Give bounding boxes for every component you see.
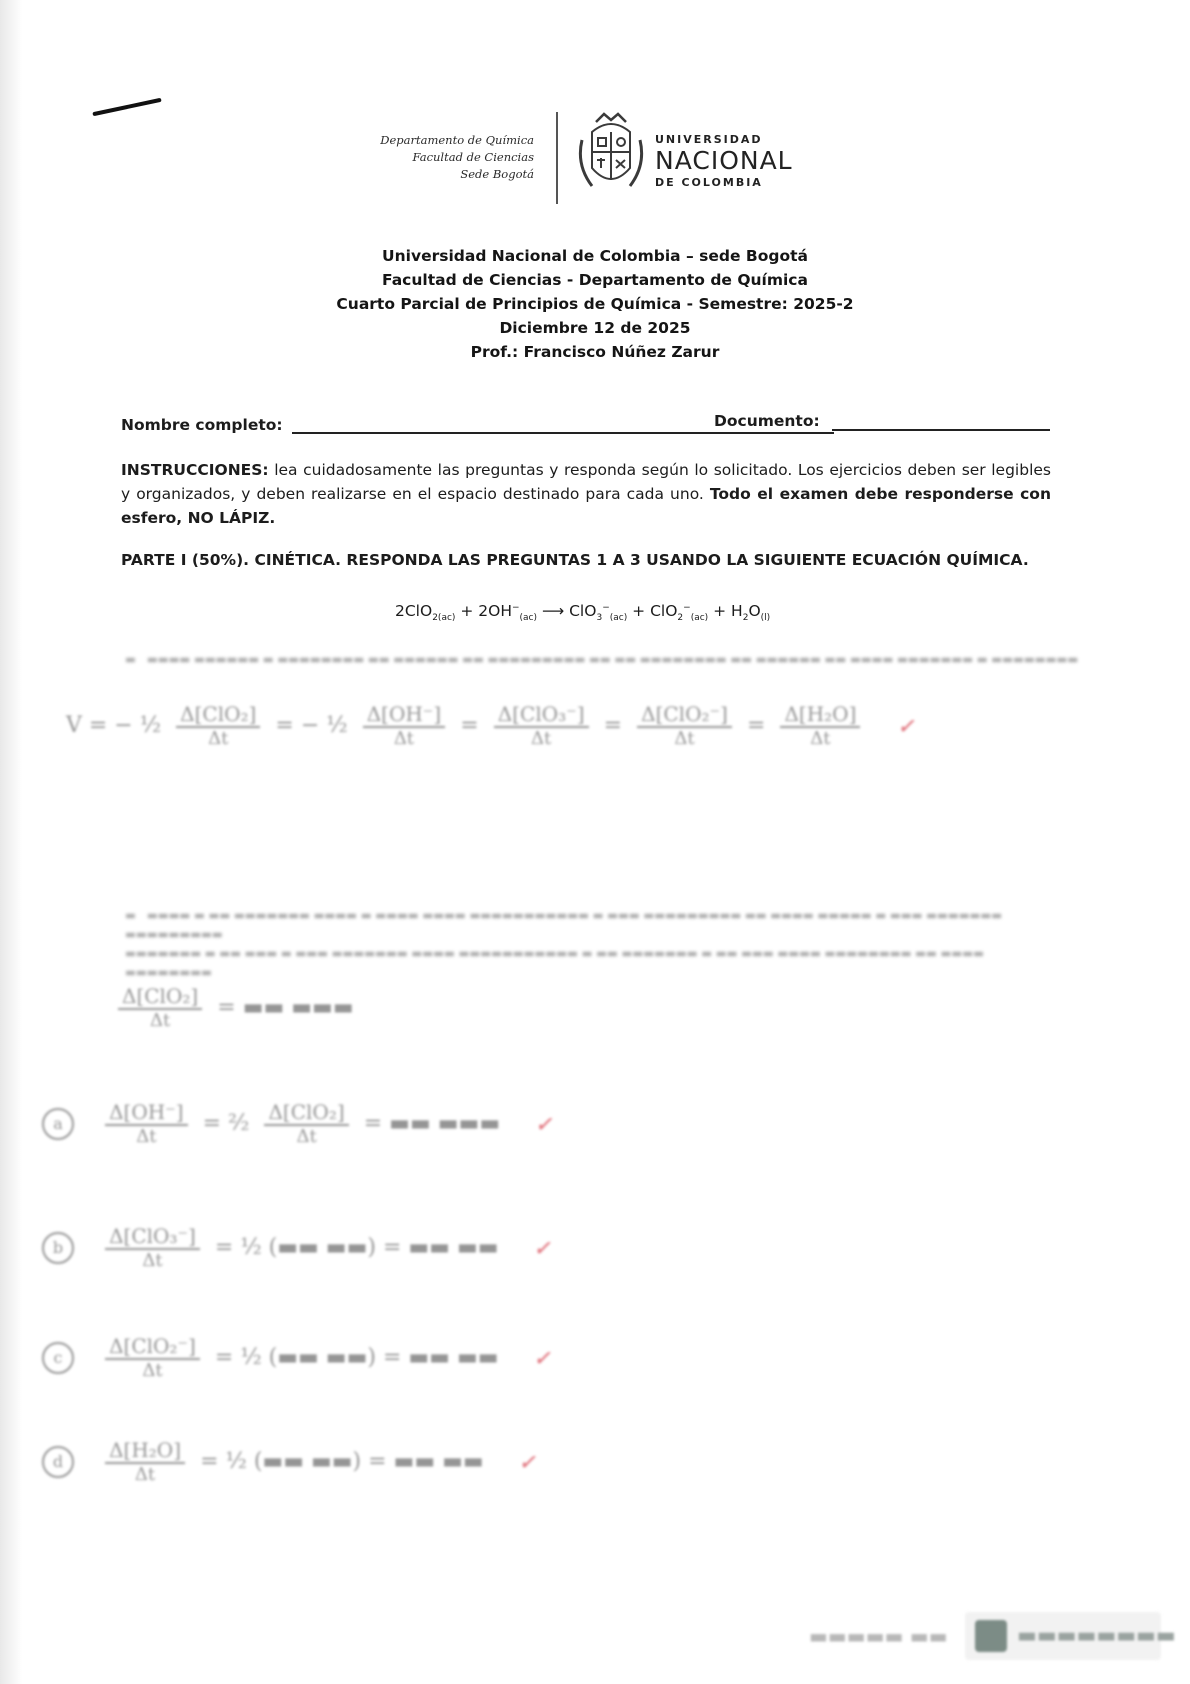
scanner-logo <box>965 1612 1176 1660</box>
scanner-watermark <box>805 1612 1176 1664</box>
eq-reactant-1: 2ClO <box>395 602 433 620</box>
handwritten-line-d: d $\frac{\text{Δ[H₂O]}}{\Delta t}$ = ½ (▬▬ ▬▬) = ▬▬ ▬▬ ✓ <box>42 1438 536 1485</box>
header-divider <box>556 112 558 204</box>
document-label: Documento: <box>714 412 820 430</box>
instructions <box>121 458 1051 530</box>
title-line-4: Diciembre 12 de 2025 <box>499 319 691 337</box>
document-field[interactable] <box>832 429 1050 431</box>
university-crest-icon <box>578 110 644 202</box>
eq-product-2-sub: 2 <box>677 613 684 624</box>
eq-product-3-sub: 2 <box>742 613 749 624</box>
chemical-equation <box>395 602 815 623</box>
name-label: Nombre completo: <box>121 416 283 434</box>
watermark-text-blurred: ▬▬▬▬▬ ▬▬ <box>809 1624 948 1648</box>
eq-product-1-charge: − <box>602 602 610 613</box>
grader-check-icon: ✓ <box>533 1345 551 1370</box>
grader-check-icon: ✓ <box>897 713 915 738</box>
handwritten-line-c: c $\frac{\text{Δ[ClO₂⁻]}}{\Delta t}$ = ½ (▬▬ ▬▬) = ▬▬ ▬▬ ✓ <box>42 1334 550 1381</box>
eq-reactant-2-state: (ac) <box>519 613 538 624</box>
eq-product-1: ClO <box>569 602 597 620</box>
eq-reactant-2-charge: − <box>511 602 520 613</box>
grader-check-icon: ✓ <box>533 1235 551 1260</box>
grader-check-icon: ✓ <box>535 1111 552 1136</box>
name-field[interactable] <box>292 432 834 434</box>
title-line-5: Prof.: Francisco Núñez Zarur <box>470 343 720 361</box>
instructions-label: INSTRUCCIONES: <box>121 461 269 479</box>
question-1-illegible: ▬ ▬▬▬▬ ▬▬▬▬▬▬ ▬ ▬▬▬▬▬▬▬▬ ▬▬ ▬▬▬▬▬▬ ▬▬ ▬▬▬▬▬▬▬▬▬ ▬▬ ▬▬ ▬▬▬▬▬▬▬▬ ▬▬ ▬▬▬▬▬▬ ▬▬ ▬▬▬▬ ▬▬▬▬▬▬▬ ▬ ▬▬▬▬▬▬▬▬ <box>125 652 1079 666</box>
eq-plus-2: + <box>627 602 651 620</box>
eq-product-1-state: (ac) <box>609 613 628 624</box>
title-line-2: Facultad de Ciencias - Departamento de Química <box>382 271 808 289</box>
univ-main: NACIONAL <box>655 146 793 175</box>
grader-check-icon: ✓ <box>518 1449 536 1474</box>
dept-line-1: Departamento de Química <box>380 133 534 147</box>
eq-product-3-o: O <box>748 602 761 620</box>
instructions-bold-tail: Todo el examen debe responderse con esfero, NO LÁPIZ. <box>121 485 1051 527</box>
eq-plus-1: + <box>455 602 479 620</box>
eq-product-3-h: H <box>731 602 743 620</box>
eq-reactant-2: 2OH <box>478 602 512 620</box>
instructions-text: lea cuidadosamente las preguntas y responda según lo solicitado. Los ejercicios deben ser legibles y organizados, y deben realizarse en el espacio destinado para cada uno. <box>121 461 1051 503</box>
scan-edge-shadow <box>0 0 22 1684</box>
dept-line-2: Facultad de Ciencias <box>412 150 534 164</box>
exam-title-block <box>300 244 890 364</box>
scanner-logo-icon <box>975 1620 1007 1652</box>
eq-product-1-sub: 3 <box>596 613 603 624</box>
eq-product-3-state: (l) <box>760 613 771 624</box>
question-2-illegible: ▬ ▬▬▬▬ ▬ ▬▬ ▬▬▬▬▬▬▬ ▬▬▬▬ ▬ ▬▬▬▬ ▬▬▬▬ ▬▬▬▬▬▬▬▬▬▬▬ ▬ ▬▬▬ ▬▬▬▬▬▬▬▬▬ ▬▬ ▬▬▬▬ ▬▬▬▬▬ ▬ ▬▬▬ ▬▬▬▬▬▬▬ ▬▬▬▬▬▬▬▬▬ ▬▬▬▬▬▬▬ ▬ ▬▬ ▬▬▬ ▬ ▬▬▬ ▬▬▬▬▬▬▬ ▬▬▬▬ ▬▬▬▬▬▬▬▬▬▬▬ ▬ ▬▬ ▬▬▬▬▬▬▬ ▬ ▬▬ ▬▬▬ ▬▬▬▬ ▬▬▬▬▬▬▬▬ ▬▬ ▬▬▬▬ ▬▬▬▬▬▬▬▬ <box>125 908 1003 979</box>
eq-product-2-charge: − <box>683 602 691 613</box>
handwritten-line-a: a $\frac{\Delta[OH^-]}{\Delta t}$ = ²⁄₂ $\frac{\text{Δ[ClO₂]}}{\Delta t}$ = ▬▬ ▬▬▬ ✓ <box>42 1100 552 1147</box>
department-block <box>360 132 534 183</box>
dept-line-3: Sede Bogotá <box>460 167 534 181</box>
scanner-logo-text-blurred: ▬▬▬▬▬▬▬▬ <box>1017 1623 1176 1647</box>
handwritten-answer-1: V = − ½ $\frac{\text{Δ[ClO₂]}}{\Delta t}$ = − ½ $\frac{\Delta[OH^-]}{\Delta t}$ = $\frac{\text{Δ[ClO₃⁻]}}{\Delta t}$ = $\frac{\text{Δ[ClO₂⁻]}}{\Delta t}$ = $\frac{\text{Δ[H₂O]}}{\Delta t}$ ✓ <box>66 702 915 749</box>
handwritten-line-b: b $\frac{\text{Δ[ClO₃⁻]}}{\Delta t}$ = ½ (▬▬ ▬▬) = ▬▬ ▬▬ ✓ <box>42 1224 550 1271</box>
university-name-block <box>655 133 793 189</box>
student-info-row <box>121 412 1051 438</box>
eq-product-2: ClO <box>650 602 678 620</box>
handwritten-line-given: $\frac{\text{Δ[ClO₂]}}{\Delta t}$ = ▬▬ ▬▬▬ <box>112 984 358 1031</box>
univ-bottom: DE COLOMBIA <box>655 176 763 189</box>
univ-top: UNIVERSIDAD <box>655 133 763 146</box>
eq-reactant-1-state: 2(ac) <box>432 613 456 624</box>
eq-arrow: ⟶ <box>537 602 570 620</box>
part-1-title: PARTE I (50%). CINÉTICA. RESPONDA LAS PREGUNTAS 1 A 3 USANDO LA SIGUIENTE ECUACIÓN QUÍMICA. <box>121 551 1029 569</box>
title-line-3: Cuarto Parcial de Principios de Química - Semestre: 2025-2 <box>336 295 854 313</box>
eq-plus-3: + <box>708 602 732 620</box>
title-line-1: Universidad Nacional de Colombia – sede Bogotá <box>382 247 808 265</box>
pen-mark <box>92 98 161 116</box>
eq-product-2-state: (ac) <box>690 613 709 624</box>
